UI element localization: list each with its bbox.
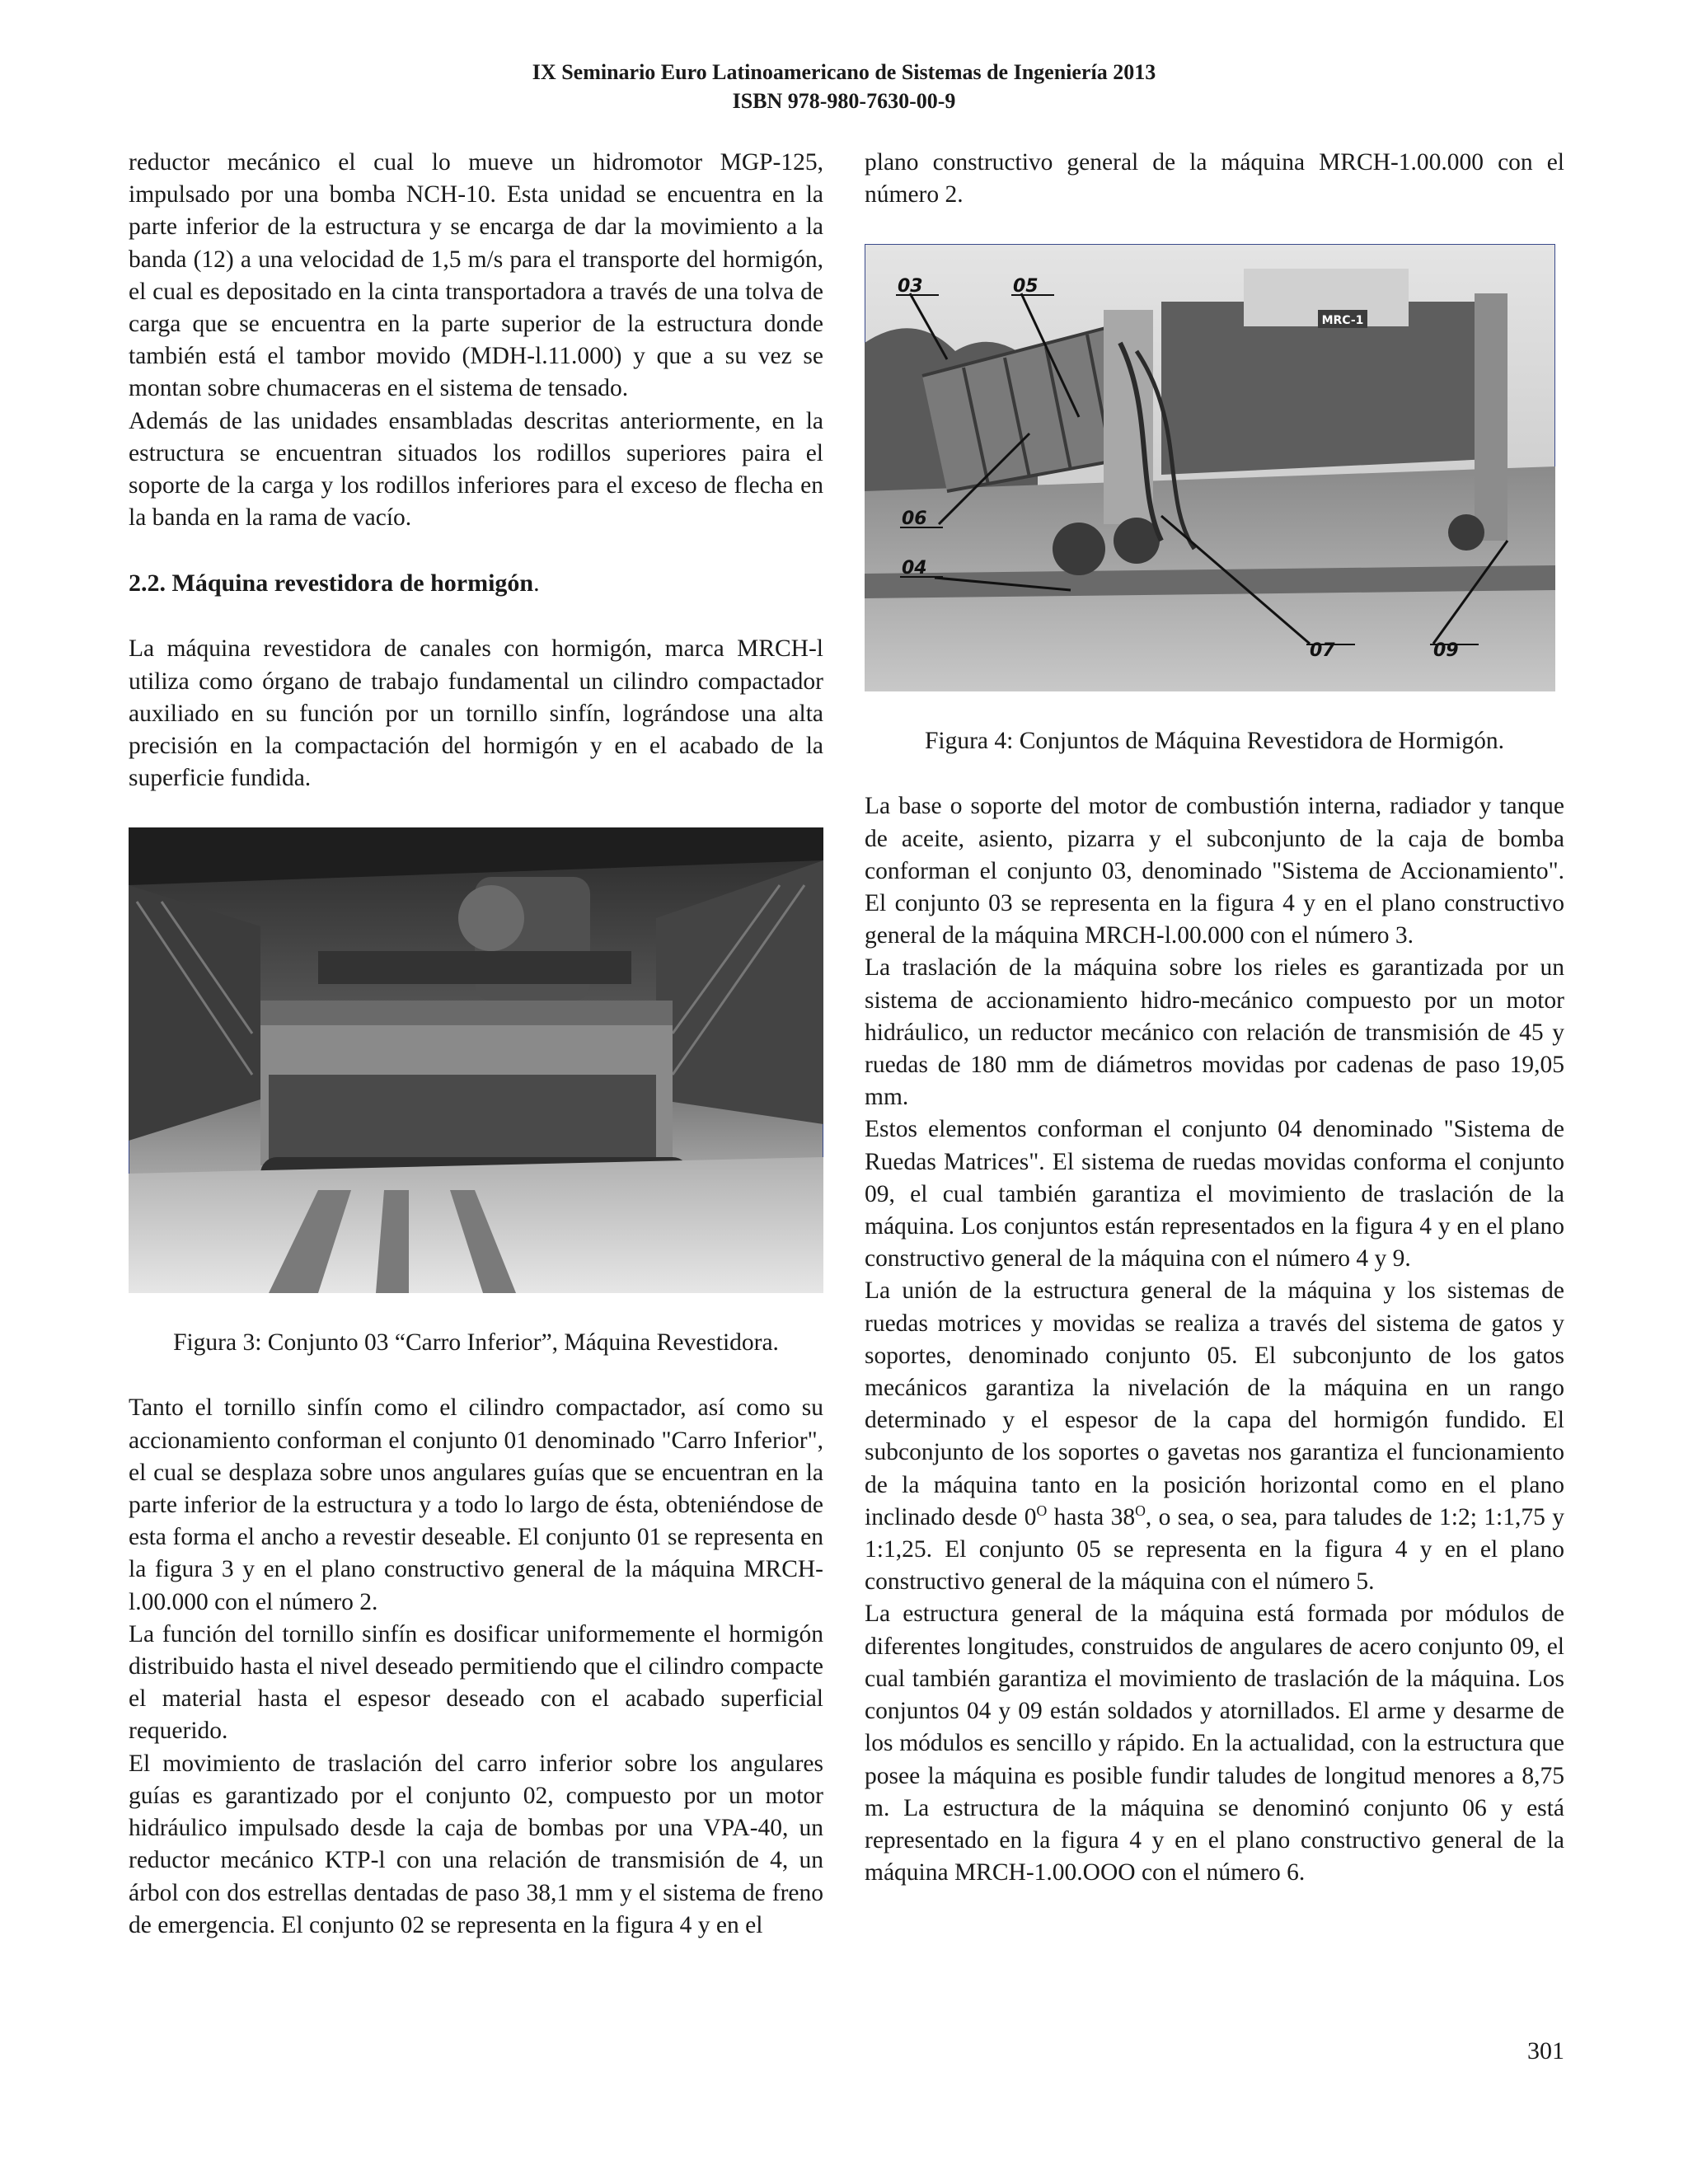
page-number: 301: [1527, 2037, 1564, 2064]
paragraph: La traslación de la máquina sobre los rieles es garantizada por un sistema de accionamiento hidro-mecánico compuesto por un motor hidráulico, un reductor mecánico con relación de transmisión de 45 y ruedas de 180 mm de diámetros movidas por cadenas de paso 19,05 mm.: [865, 954, 1564, 1111]
paragraph-part: , o sea, o sea, para taludes de 1:2; 1:1,75 y 1:1,25. El conjunto 05 se representa en la figura 4 y en el plano constructivo general de la máquina con el número 5.: [865, 1503, 1564, 1596]
figure-3-caption: Figura 3: Conjunto 03 “Carro Inferior”, Máquina Revestidora.: [173, 1329, 779, 1357]
paragraph: [865, 1275, 1564, 1598]
paragraph: reductor mecánico el cual lo mueve un hidromotor MGP-125, impulsado por una bomba NCH-10. Esta unidad se encuentra en la parte inferior de la estructura y se encarga de dar la movimiento a la banda (12) a una velocidad de 1,5 m/s para el transporte del hormigón, el cual es depositado en la cinta transportadora a través de una tolva de carga que se encuentra en la parte superior de la estructura donde también está el tambor movido (MDH-l.11.000) y que a su vez se montan sobre chumaceras en el sistema de tensado.: [129, 149, 823, 402]
label-05: 05: [1013, 276, 1039, 298]
label-04: 04: [902, 558, 927, 579]
isbn: ISBN 978-980-7630-00-9: [732, 89, 956, 113]
paragraph: plano constructivo general de la máquina MRCH-1.00.000 con el número 2.: [865, 149, 1564, 209]
label-07: 07: [1310, 640, 1335, 662]
figure-4-photo: [865, 244, 1555, 691]
paragraph: Además de las unidades ensambladas descritas anteriormente, en la estructura se encuentran situados los rodillos superiores paira el soporte de la carga y los rodillos inferiores para el exceso de flecha en la banda en la rama de vacío.: [129, 407, 823, 532]
conference-title: IX Seminario Euro Latinoamericano de Sistemas de Ingeniería 2013: [532, 60, 1156, 84]
paragraph-part: hasta 38: [1047, 1503, 1136, 1530]
paragraph: Tanto el tornillo sinfín como el cilindro compactador, así como su accionamiento conforman el conjunto 01 denominado "Carro Inferior", el cual se desplaza sobre unos angulares guías que se encuentran en la parte inferior de la estructura y a todo lo largo de ésta, obteniéndose de esta forma el ancho a revestir deseable. El conjunto 01 se representa en la figura 3 y en el plano constructivo general de la máquina MRCH-l.00.000 con el número 2.: [129, 1394, 823, 1615]
paragraph: Estos elementos conforman el conjunto 04 denominado "Sistema de Ruedas Matrices". El sistema de ruedas movidas conforma el conjunto 09, el cual también garantiza el movimiento de traslación de la máquina. Los conjuntos están representados en la figura 4 y en el plano constructivo general de la máquina con el número 4 y 9.: [865, 1116, 1564, 1272]
machine-plate: MRC-1: [1321, 314, 1364, 328]
paragraph: La base o soporte del motor de combustión interna, radiador y tanque de aceite, asiento, pizarra y el subconjunto de la caja de bomba conforman el conjunto 03, denominado "Sistema de Accionamiento". El conjunto 03 se representa en la figura 4 y en el plano constructivo general de la máquina MRCH-l.00.000 con el número 3.: [865, 793, 1564, 949]
figure-4-caption: Figura 4: Conjuntos de Máquina Revestidora de Hormigón.: [925, 728, 1504, 755]
paragraph: El movimiento de traslación del carro inferior sobre los angulares guías es garantizado por el conjunto 02, compuesto por un motor hidráulico impulsado desde la caja de bombas por una VPA-40, un reductor mecánico KTP-l con una relación de transmisión de 4, un árbol con dos estrellas dentadas de paso 38,1 mm y el sistema de freno de emergencia. El conjunto 02 se representa en la figura 4 y en el: [129, 1750, 823, 1938]
section-heading-dot: .: [533, 569, 540, 598]
page-header: [0, 58, 1688, 115]
right-column: [865, 147, 1564, 1889]
paragraph: La función del tornillo sinfín es dosificar uniformemente el hormigón distribuido hasta el nivel deseado permitiendo que el cilindro compacte el material hasta el espesor deseado con el acabado superficial requerido.: [129, 1620, 823, 1745]
paragraph: La estructura general de la máquina está formada por módulos de diferentes longitudes, construidos de angulares de acero conjunto 09, el cual también garantiza el movimiento de traslación de la máquina. Los conjuntos 04 y 09 están soldados y atornillados. El arme y desarme de los módulos es sencillo y rápido. En la actualidad, con la estructura que posee la máquina es posible fundir taludes de longitud menores a 8,75 m. La estructura de la máquina se denominó conjunto 06 y está representado en la figura 4 y en el plano constructivo general de la máquina MRCH-1.00.OOO con el número 6.: [865, 1601, 1564, 1886]
paragraph-part: La unión de la estructura general de la máquina y los sistemas de ruedas motrices y movidas se realiza a través del sistema de gatos y soportes, denominado conjunto 05. El subconjunto de los gatos mecánicos garantiza la nivelación de la máquina en un rango determinado y el espesor de la capa del hormigón fundido. El subconjunto de los soportes o gavetas nos garantiza el funcionamiento de la máquina tanto en la posición horizontal como en el plano inclinado desde 0: [865, 1277, 1564, 1530]
section-heading: [129, 567, 823, 600]
label-03: 03: [898, 276, 923, 298]
left-column: [129, 147, 823, 1942]
degree-superscript: O: [1036, 1502, 1048, 1520]
figure-3-photo: [129, 827, 823, 1293]
paragraph: La máquina revestidora de canales con hormigón, marca MRCH-l utiliza como órgano de trabajo fundamental un cilindro compactador auxiliado en su función por un tornillo sinfín, lográndose una alta precisión en la compactación del hormigón y en el acabado de la superficie fundida.: [129, 635, 823, 792]
label-06: 06: [902, 509, 927, 530]
label-09: 09: [1433, 640, 1459, 662]
degree-superscript: O: [1135, 1502, 1146, 1520]
section-heading-text: 2.2. Máquina revestidora de hormigón: [129, 569, 534, 598]
